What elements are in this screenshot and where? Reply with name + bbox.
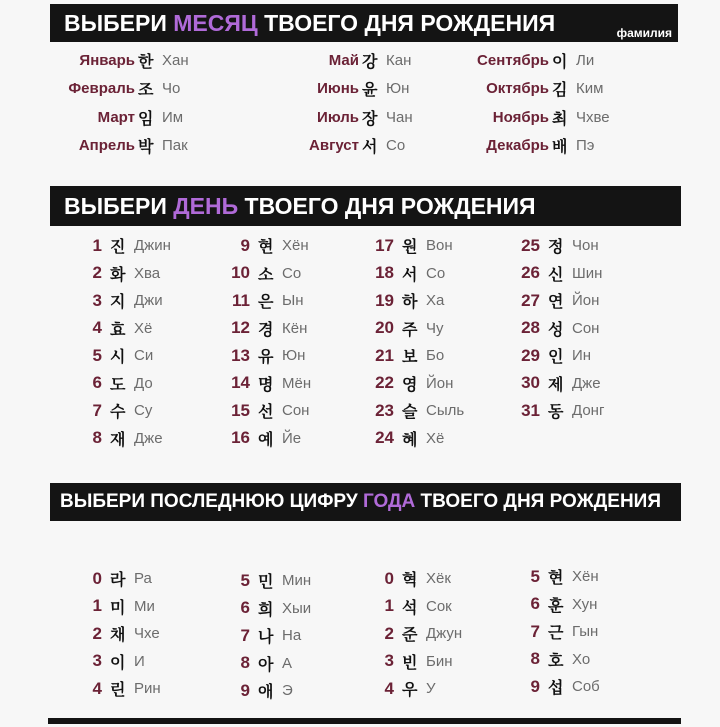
russian-reading: До: [134, 374, 153, 392]
day-row: [78, 397, 171, 425]
day-section-header: [50, 186, 681, 226]
russian-reading: Сок: [426, 597, 452, 615]
year-column: [370, 565, 462, 703]
header-text: ВЫБЕРИ: [64, 9, 174, 36]
russian-reading: Си: [134, 347, 154, 365]
korean-syllable: 연: [548, 294, 564, 312]
month-row: [264, 103, 413, 132]
day-number: 15: [231, 400, 250, 420]
korean-syllable: 효: [110, 321, 126, 339]
korean-syllable: 한: [138, 53, 154, 71]
russian-reading: Шин: [572, 264, 603, 282]
korean-syllable: 서: [402, 266, 418, 284]
year-row: [516, 673, 600, 701]
month-row: [454, 132, 610, 161]
korean-syllable: 은: [258, 294, 274, 312]
day-row: [370, 232, 464, 260]
day-number: 14: [231, 373, 250, 393]
year-row: [516, 563, 600, 591]
russian-reading: Со: [426, 264, 446, 282]
korean-syllable: 진: [110, 239, 126, 257]
header-text: ВЫБЕРИ: [64, 192, 174, 219]
month-name: Апрель: [78, 137, 135, 155]
year-row: [370, 620, 462, 648]
day-row: [78, 370, 171, 398]
russian-reading: Ин: [572, 347, 592, 365]
korean-syllable: 박: [138, 139, 154, 157]
year-row: [370, 648, 462, 676]
day-row: [78, 287, 171, 315]
russian-reading: Юн: [282, 347, 306, 365]
russian-reading: У: [426, 680, 436, 698]
russian-reading: Хён: [282, 237, 309, 255]
month-row: [40, 75, 189, 104]
korean-syllable: 채: [110, 627, 126, 645]
korean-syllable: 주: [402, 321, 418, 339]
korean-syllable: 정: [548, 239, 564, 257]
russian-reading: Гын: [572, 623, 599, 641]
year-digit: 7: [530, 621, 540, 641]
korean-syllable: 성: [548, 321, 564, 339]
day-row: [370, 425, 464, 453]
korean-syllable: 이: [552, 53, 568, 71]
day-number: 26: [521, 263, 540, 283]
year-digit: 7: [240, 625, 250, 645]
month-grid: [40, 46, 680, 161]
day-number: 13: [231, 345, 250, 365]
korean-syllable: 김: [552, 82, 568, 100]
russian-reading: Соб: [572, 678, 600, 696]
day-number: 16: [231, 428, 250, 448]
korean-syllable: 명: [258, 376, 274, 394]
russian-reading: Ми: [134, 597, 155, 615]
day-number: 6: [92, 373, 102, 393]
korean-syllable: 준: [402, 627, 418, 645]
russian-reading: Ха: [426, 292, 445, 310]
russian-reading: Йон: [426, 374, 454, 392]
korean-syllable: 호: [548, 652, 564, 670]
russian-reading: Вон: [426, 237, 453, 255]
day-column: [370, 232, 464, 452]
day-number: 31: [521, 400, 540, 420]
day-row: [370, 342, 464, 370]
russian-reading: Хён: [572, 568, 599, 586]
russian-reading: Пэ: [576, 137, 595, 155]
day-number: 24: [375, 428, 394, 448]
year-row: [370, 593, 462, 621]
russian-reading: Джун: [426, 625, 463, 643]
day-row: [226, 260, 311, 288]
surname-note: фамилия: [616, 26, 672, 40]
russian-reading: Хва: [134, 264, 161, 282]
day-row: [226, 342, 311, 370]
russian-reading: Кён: [282, 319, 308, 337]
year-row: [78, 565, 161, 593]
day-row: [78, 342, 171, 370]
year-column: [78, 565, 161, 703]
year-row: [516, 618, 600, 646]
year-row: [370, 565, 462, 593]
russian-reading: Хё: [134, 319, 153, 337]
month-row: [40, 46, 189, 75]
year-row: [226, 650, 311, 678]
year-row: [78, 593, 161, 621]
korean-syllable: 최: [552, 110, 568, 128]
month-column: [454, 46, 610, 160]
russian-reading: Ли: [576, 51, 595, 69]
year-row: [226, 595, 311, 623]
korean-syllable: 신: [548, 266, 564, 284]
korean-syllable: 화: [110, 266, 126, 284]
russian-reading: Сон: [572, 319, 600, 337]
header-text: ТВОЕГО ДНЯ РОЖДЕНИЯ: [238, 192, 536, 219]
month-column: [264, 46, 413, 160]
russian-reading: Чан: [386, 108, 413, 126]
year-digit: 5: [240, 570, 250, 590]
russian-reading: Ким: [576, 80, 604, 98]
korean-syllable: 보: [402, 349, 418, 367]
day-row: [78, 425, 171, 453]
korean-syllable: 배: [552, 139, 568, 157]
korean-syllable: 윤: [362, 82, 378, 100]
month-name: Июль: [317, 108, 359, 126]
korean-syllable: 이: [110, 654, 126, 672]
year-column: [226, 567, 311, 705]
header-text: ВЫБЕРИ ПОСЛЕДНЮЮ ЦИФРУ: [60, 491, 363, 512]
russian-reading: Чу: [426, 319, 444, 337]
day-number: 17: [375, 235, 394, 255]
header-highlight: ГОДА: [362, 491, 416, 512]
russian-reading: Пак: [162, 137, 188, 155]
day-number: 30: [521, 373, 540, 393]
korean-syllable: 유: [258, 349, 274, 367]
day-row: [370, 287, 464, 315]
korean-syllable: 혜: [402, 431, 418, 449]
russian-reading: Чон: [572, 237, 599, 255]
month-name: Ноябрь: [492, 108, 549, 126]
day-column: [78, 232, 171, 452]
day-number: 27: [521, 290, 540, 310]
month-row: [264, 132, 413, 161]
year-row: [516, 646, 600, 674]
day-number: 4: [92, 318, 102, 338]
year-digit: 3: [384, 651, 394, 671]
month-name: Октябрь: [486, 80, 549, 98]
russian-reading: Бин: [426, 652, 453, 670]
month-row: [264, 46, 413, 75]
russian-reading: И: [134, 652, 145, 670]
day-number: 22: [375, 373, 394, 393]
korean-syllable: 나: [258, 629, 274, 647]
korean-syllable: 임: [138, 110, 154, 128]
korean-syllable: 린: [110, 682, 126, 700]
russian-reading: На: [282, 627, 302, 645]
russian-reading: Со: [282, 264, 302, 282]
month-name: Июнь: [317, 80, 359, 98]
korean-syllable: 시: [110, 349, 126, 367]
year-digit: 3: [92, 651, 102, 671]
year-digit: 4: [384, 678, 394, 698]
day-row: [226, 315, 311, 343]
year-digit: 8: [240, 653, 250, 673]
year-section-header: [50, 483, 681, 521]
russian-reading: Им: [162, 108, 184, 126]
korean-syllable: 애: [258, 684, 274, 702]
korean-syllable: 제: [548, 376, 564, 394]
korean-syllable: 현: [548, 570, 564, 588]
korean-syllable: 장: [362, 110, 378, 128]
year-column: [516, 563, 600, 701]
russian-reading: Хёк: [426, 570, 451, 588]
day-number: 20: [375, 318, 394, 338]
day-number: 11: [232, 290, 250, 310]
month-name: Май: [328, 51, 359, 69]
month-name: Август: [309, 137, 359, 155]
year-row: [370, 675, 462, 703]
year-digit: 1: [92, 596, 102, 616]
russian-reading: Мён: [282, 374, 312, 392]
russian-reading: Хан: [162, 51, 189, 69]
year-row: [516, 591, 600, 619]
day-row: [370, 397, 464, 425]
korean-syllable: 재: [110, 431, 126, 449]
year-row: [226, 567, 311, 595]
korean-syllable: 미: [110, 599, 126, 617]
korean-syllable: 영: [402, 376, 418, 394]
russian-reading: Сон: [282, 402, 310, 420]
day-column: [516, 232, 604, 425]
day-row: [226, 425, 311, 453]
day-row: [516, 260, 604, 288]
russian-reading: Юн: [386, 80, 410, 98]
day-number: 29: [521, 345, 540, 365]
russian-reading: Бо: [426, 347, 445, 365]
russian-reading: Сыль: [426, 402, 465, 420]
russian-reading: Со: [386, 137, 406, 155]
day-number: 2: [92, 263, 102, 283]
day-row: [370, 370, 464, 398]
korean-syllable: 하: [402, 294, 418, 312]
header-text: ТВОЕГО ДНЯ РОЖДЕНИЯ: [257, 9, 556, 36]
year-row: [226, 622, 311, 650]
day-row: [78, 232, 171, 260]
russian-reading: Э: [282, 682, 293, 700]
korean-syllable: 예: [258, 431, 274, 449]
month-row: [454, 75, 610, 104]
korean-syllable: 민: [258, 574, 274, 592]
day-number: 7: [92, 400, 102, 420]
day-number: 18: [375, 263, 394, 283]
russian-reading: Хыи: [282, 599, 312, 617]
day-row: [516, 287, 604, 315]
russian-reading: Ын: [282, 292, 304, 310]
russian-reading: Су: [134, 402, 153, 420]
bottom-divider: [48, 718, 681, 724]
korean-syllable: 섭: [548, 680, 564, 698]
russian-reading: Ра: [134, 570, 152, 588]
day-row: [370, 315, 464, 343]
russian-reading: Джи: [134, 292, 163, 310]
korean-syllable: 근: [548, 625, 564, 643]
russian-reading: Йе: [282, 429, 302, 447]
year-digit: 4: [92, 678, 102, 698]
month-row: [40, 103, 189, 132]
korean-syllable: 소: [258, 266, 274, 284]
korean-syllable: 희: [258, 601, 274, 619]
year-digit: 6: [530, 594, 540, 614]
day-number: 28: [521, 318, 540, 338]
russian-reading: Хё: [426, 429, 445, 447]
day-number: 3: [92, 290, 102, 310]
day-row: [78, 315, 171, 343]
day-number: 21: [375, 345, 394, 365]
korean-syllable: 선: [258, 404, 274, 422]
year-digit: 9: [240, 680, 250, 700]
day-row: [516, 232, 604, 260]
korean-syllable: 현: [258, 239, 274, 257]
korean-syllable: 훈: [548, 597, 564, 615]
russian-reading: Хо: [572, 650, 591, 668]
year-digit: 8: [530, 649, 540, 669]
day-column: [226, 232, 311, 452]
korean-syllable: 슬: [402, 404, 418, 422]
year-digit: 2: [92, 623, 102, 643]
day-row: [226, 397, 311, 425]
month-column: [40, 46, 189, 160]
year-digit: 2: [384, 623, 394, 643]
month-row: [454, 46, 610, 75]
korean-syllable: 조: [138, 82, 154, 100]
day-number: 19: [375, 290, 394, 310]
month-section-header: [50, 4, 678, 42]
korean-syllable: 혁: [402, 572, 418, 590]
russian-reading: Хун: [572, 595, 598, 613]
korean-syllable: 서: [362, 139, 378, 157]
russian-reading: Чхе: [134, 625, 160, 643]
korean-syllable: 수: [110, 404, 126, 422]
day-row: [516, 342, 604, 370]
korean-syllable: 원: [402, 239, 418, 257]
day-number: 5: [92, 345, 102, 365]
korean-syllable: 빈: [402, 654, 418, 672]
korean-syllable: 동: [548, 404, 564, 422]
russian-reading: Мин: [282, 572, 312, 590]
russian-reading: Джин: [134, 237, 171, 255]
header-highlight: ДЕНЬ: [173, 192, 239, 219]
header-highlight: МЕСЯЦ: [173, 9, 258, 36]
russian-reading: Дже: [134, 429, 163, 447]
month-row: [264, 75, 413, 104]
russian-reading: Дже: [572, 374, 601, 392]
year-row: [78, 675, 161, 703]
day-row: [516, 370, 604, 398]
year-digit: 5: [530, 566, 540, 586]
day-number: 25: [521, 235, 540, 255]
year-digit: 6: [240, 598, 250, 618]
day-number: 23: [375, 400, 394, 420]
year-digit: 0: [384, 568, 394, 588]
russian-reading: Рин: [134, 680, 161, 698]
day-row: [226, 232, 311, 260]
russian-reading: А: [282, 654, 293, 672]
russian-reading: Чхве: [576, 108, 610, 126]
korean-syllable: 지: [110, 294, 126, 312]
russian-reading: Чо: [162, 80, 181, 98]
year-digit: 0: [92, 568, 102, 588]
korean-syllable: 도: [110, 376, 126, 394]
day-row: [370, 260, 464, 288]
month-name: Январь: [79, 51, 135, 69]
day-row: [226, 287, 311, 315]
year-row: [78, 648, 161, 676]
korean-syllable: 경: [258, 321, 274, 339]
day-number: 8: [92, 428, 102, 448]
day-row: [516, 315, 604, 343]
russian-reading: Йон: [572, 292, 600, 310]
year-row: [226, 677, 311, 705]
month-name: Февраль: [68, 80, 135, 98]
korean-syllable: 석: [402, 599, 418, 617]
month-name: Декабрь: [486, 137, 549, 155]
month-name: Сентябрь: [477, 51, 549, 69]
month-name: Март: [97, 108, 135, 126]
russian-reading: Кан: [386, 51, 412, 69]
year-digit: 9: [530, 676, 540, 696]
day-number: 10: [231, 263, 250, 283]
day-row: [226, 370, 311, 398]
korean-syllable: 아: [258, 656, 274, 674]
day-number: 1: [92, 235, 102, 255]
day-row: [78, 260, 171, 288]
korean-syllable: 인: [548, 349, 564, 367]
year-digit: 1: [384, 596, 394, 616]
day-number: 9: [240, 235, 250, 255]
korean-syllable: 라: [110, 572, 126, 590]
russian-reading: Донг: [572, 402, 605, 420]
korean-syllable: 우: [402, 682, 418, 700]
month-row: [454, 103, 610, 132]
month-row: [40, 132, 189, 161]
korean-syllable: 강: [362, 53, 378, 71]
header-text: ТВОЕГО ДНЯ РОЖДЕНИЯ: [415, 491, 661, 512]
year-row: [78, 620, 161, 648]
day-number: 12: [231, 318, 250, 338]
day-row: [516, 397, 604, 425]
